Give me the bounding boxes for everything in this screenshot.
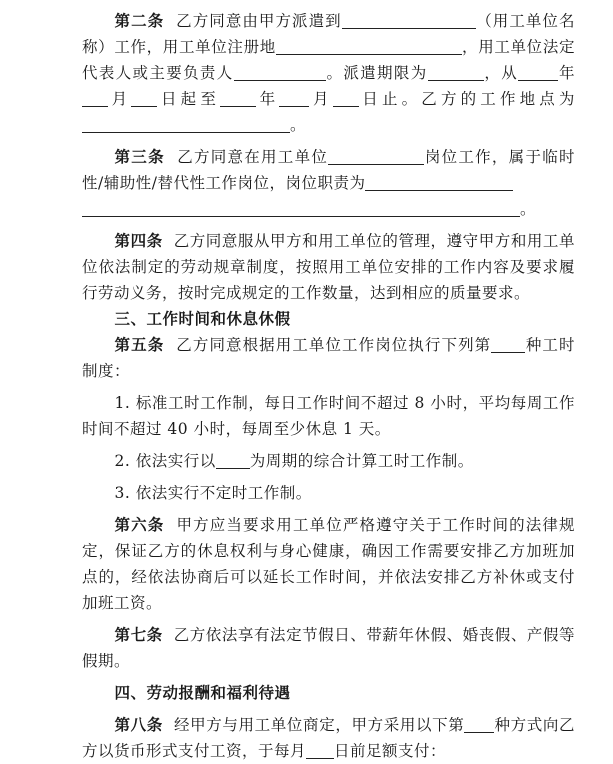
article-3 [82, 144, 575, 196]
article-5-item-2 [82, 448, 575, 474]
article-7 [82, 622, 575, 674]
article-2-text-3: ，用工单位法定代表人或主要负责人 [82, 38, 575, 82]
article-2-text-8: 日起至 [157, 90, 220, 108]
blank-start-year[interactable] [518, 64, 558, 81]
article-5-text-2: 种工时制度： [82, 336, 575, 380]
article-2 [82, 8, 575, 138]
blank-duties-2[interactable] [82, 200, 520, 217]
blank-payment-day[interactable] [306, 742, 334, 759]
article-4-text: 乙方同意服从甲方和用工单位的管理，遵守甲方和用工单位依法制定的劳动规章制度，按照用工单位安排的工作内容及要求履行劳动义务，按时完成规定的工作数量，达到相应的质量要求。 [82, 232, 575, 302]
article-6-text: 甲方应当要求用工单位严格遵守关于工作时间的法律规定，保证乙方的休息权利与身心健康，确因工作需要安排乙方加班加点的，经依法协商后可以延长工作时间，并依法安排乙方补休或支付加班工资。 [82, 516, 575, 612]
article-2-text-2: （用工单位名称）工作，用工单位注册地 [82, 12, 575, 56]
blank-start-month[interactable] [82, 90, 108, 107]
article-4 [82, 228, 575, 306]
blank-start-day[interactable] [131, 90, 157, 107]
blank-dispatch-term[interactable] [428, 64, 484, 81]
blank-cycle[interactable] [216, 452, 250, 469]
article-3-label: 第三条 [114, 147, 165, 166]
blank-duties-1[interactable] [365, 174, 513, 191]
article-2-text-1: 乙方同意由甲方派遣到 [176, 12, 342, 30]
blank-hours-system[interactable] [491, 336, 525, 353]
article-6-label: 第六条 [114, 515, 165, 534]
article-8-text-3: 日前足额支付： [334, 742, 447, 760]
article-2-text-5: ，从 [483, 64, 519, 82]
article-8-label: 第八条 [114, 715, 163, 734]
article-8 [82, 712, 575, 764]
article-3-line-2 [82, 196, 575, 222]
article-5-item-2-text-1: 2. 依法实行以 [114, 452, 216, 470]
article-5 [82, 332, 575, 384]
article-5-label: 第五条 [114, 335, 165, 354]
article-3-text-3: 。 [520, 200, 537, 218]
blank-employer-name[interactable] [342, 12, 476, 29]
article-2-text-12: 。 [290, 116, 307, 134]
article-5-text-1: 乙方同意根据用工单位工作岗位执行下列第 [176, 336, 492, 354]
article-4-label: 第四条 [114, 231, 163, 250]
article-5-item-2-text-2: 为周期的综合计算工时工作制。 [249, 452, 474, 470]
article-8-text-2: 种方式向乙方以货币形式支付工资，于每月 [82, 716, 575, 760]
article-7-label: 第七条 [114, 625, 163, 644]
section-4-title: 四、劳动报酬和福利待遇 [114, 683, 291, 702]
blank-registered-address[interactable] [276, 38, 462, 55]
blank-end-day[interactable] [333, 90, 359, 107]
article-3-text-1: 乙方同意在用工单位 [177, 148, 329, 166]
article-2-text-month-1: 月 [108, 90, 132, 108]
article-2-text-11: 日止。乙方的工作地点为 [358, 90, 575, 108]
section-3-title: 三、工作时间和休息休假 [114, 309, 291, 328]
article-8-text-1: 经甲方与用工单位商定，甲方采用以下第 [174, 716, 465, 734]
article-6 [82, 512, 575, 616]
blank-legal-representative[interactable] [234, 64, 326, 81]
article-5-item-3: 3. 依法实行不定时工作制。 [114, 484, 312, 502]
article-2-text-month-2: 月 [309, 90, 333, 108]
blank-end-year[interactable] [220, 90, 256, 107]
blank-work-location[interactable] [82, 116, 290, 133]
article-2-text-4: 。派遣期限为 [325, 64, 428, 82]
blank-end-month[interactable] [279, 90, 309, 107]
article-5-item-1: 1. 标准工时工作制，每日工作时间不超过 8 小时，平均每周工作时间不超过 40 小时，每周至少休息 1 天。 [82, 394, 575, 438]
article-2-text-year-1: 年 [558, 64, 575, 82]
blank-position[interactable] [328, 148, 424, 165]
article-3-text-2: 岗位工作，属于临时性/辅助性/替代性工作岗位，岗位职责为 [82, 148, 575, 192]
article-2-label: 第二条 [114, 11, 165, 30]
article-7-text: 乙方依法享有法定节假日、带薪年休假、婚丧假、产假等假期。 [82, 626, 575, 670]
blank-payment-method[interactable] [464, 716, 494, 733]
article-2-text-year-2: 年 [255, 90, 280, 108]
